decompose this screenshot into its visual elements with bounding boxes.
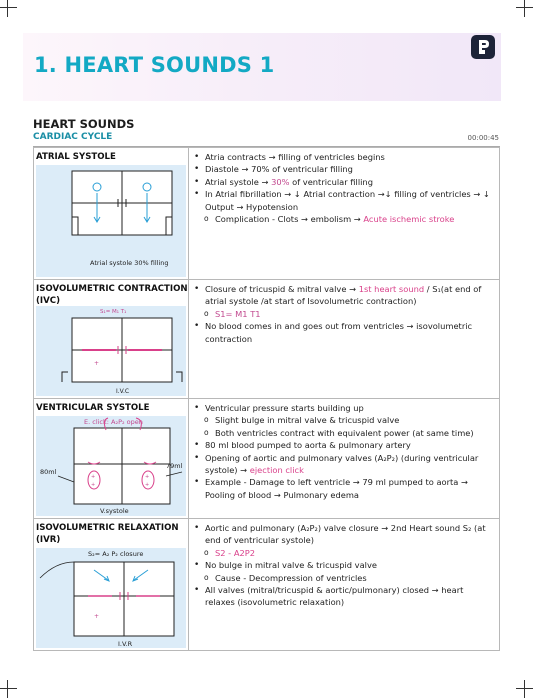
phase-cell: [34, 519, 189, 651]
point-text: / S₁(at end of atrial systole /at start of Isovolumetric contraction): [205, 284, 482, 307]
list-item: o Slight bulge in mitral valve & tricuspid valve: [193, 414, 495, 426]
list-item: • Example - Damage to left ventricle → 79 ml pumped to aorta → Pooling of blood → Pulmonary edema: [193, 476, 495, 501]
list-item: • No bulge in mitral valve & tricuspid valve: [193, 559, 495, 571]
notes-cell: [189, 148, 500, 280]
list-item: • Atria contracts → filling of ventricles begins: [193, 151, 495, 163]
crop-mark-bottom-right: [516, 680, 533, 698]
diagram-note: S₁= M₁ T₁: [100, 309, 127, 315]
highlight-text: ejection click: [249, 465, 304, 476]
phase-cell: [34, 280, 189, 399]
points-list: [193, 522, 495, 609]
svg-text:+: +: [91, 482, 96, 488]
section-subtitle: CARDIAC CYCLE: [33, 132, 113, 142]
phase-title: ATRIAL SYSTOLE: [36, 152, 116, 162]
list-item: • In Atrial fibrillation → ↓ Atrial contraction →↓ filling of ventricles → ↓ Output → Hypotension: [193, 188, 495, 213]
list-item: • Aortic and pulmonary (A₂P₂) valve closure → 2nd Heart sound S₂ (at end of ventricular systole): [193, 522, 495, 547]
phase-cell: [34, 399, 189, 519]
list-item: [193, 547, 495, 559]
list-item: [193, 213, 495, 225]
phase-cell: [34, 148, 189, 280]
diagram-note: E. click: A₂P₂ open: [84, 418, 143, 426]
list-item: [193, 176, 495, 188]
atrial-systole-diagram: [36, 165, 186, 277]
point-text: Closure of tricuspid & mitral valve →: [205, 284, 359, 294]
diagram-caption: I.V.C: [116, 388, 130, 395]
table-row: [34, 148, 500, 280]
notes-cell: [189, 280, 500, 399]
diagram-caption: Atrial systole 30% filling: [90, 259, 169, 267]
points-list: [193, 283, 495, 345]
point-text: Atrial systole →: [205, 176, 272, 187]
title-banner: [23, 33, 501, 101]
list-item: o Both ventricles contract with equivalent power (at same time): [193, 427, 495, 439]
crop-mark-top-right: [516, 0, 533, 17]
table-row: [34, 519, 500, 651]
list-item: [193, 283, 495, 308]
ivc-diagram: [36, 306, 186, 396]
page-title: 1. HEART SOUNDS 1: [34, 53, 275, 77]
list-item: o Cause - Decompression of ventricles: [193, 572, 495, 584]
highlight-text: Acute ischemic stroke: [363, 214, 455, 225]
phase-title: VENTRICULAR SYSTOLE: [36, 403, 150, 413]
list-item: • No blood comes in and goes out from ventricles → isovolumetric contraction: [193, 320, 495, 345]
ventricular-systole-diagram: [36, 416, 186, 516]
notes-cell: [189, 519, 500, 651]
list-item: • 80 ml blood pumped to aorta & pulmonary artery: [193, 439, 495, 451]
list-item: • Diastole → 70% of ventricular filling: [193, 163, 495, 175]
table-row: [34, 280, 500, 399]
section-title: HEART SOUNDS: [33, 117, 135, 131]
points-list: [193, 151, 495, 225]
svg-text:+: +: [94, 360, 100, 367]
highlight-text: 30%: [271, 176, 290, 187]
diagram-note: S₂= A₂ P₂ closure: [88, 550, 144, 558]
table-row: [34, 399, 500, 519]
svg-text:+: +: [91, 474, 96, 480]
svg-text:+: +: [145, 482, 150, 488]
list-item: [193, 452, 495, 477]
cardiac-cycle-table: [33, 147, 500, 651]
highlight-text: 1st heart sound: [358, 284, 425, 294]
ivr-diagram: [36, 548, 186, 648]
phase-title: ISOVOLUMETRIC CONTRACTION (IVC): [36, 284, 188, 306]
highlight-text: S1= M1 T1: [215, 308, 261, 319]
point-text: Complication - Clots → embolism →: [215, 214, 364, 225]
phase-title: ISOVOLUMETRIC RELAXATION (IVR): [36, 523, 179, 545]
list-item: [193, 308, 495, 320]
highlight-text: S2 - A2P2: [215, 547, 256, 558]
video-timestamp: 00:00:45: [467, 134, 499, 142]
svg-text:+: +: [94, 613, 100, 620]
point-text: Opening of aortic and pulmonary valves (A₂P₂) (during ventricular systole) →: [205, 452, 479, 476]
left-volume-label: 80ml: [40, 468, 57, 476]
crop-mark-top-left: [0, 0, 17, 17]
point-text: of ventricular filling: [289, 176, 373, 187]
brand-logo-icon: [471, 35, 495, 59]
notes-cell: [189, 399, 500, 519]
points-list: [193, 402, 495, 501]
diagram-caption: I.V.R: [118, 640, 133, 648]
list-item: • All valves (mitral/tricuspid & aortic/pulmonary) closed → heart relaxes (isovolumetric relaxation): [193, 584, 495, 609]
svg-text:+: +: [145, 474, 150, 480]
right-volume-label: 79ml: [166, 462, 183, 470]
diagram-caption: V.systole: [100, 507, 129, 515]
list-item: • Ventricular pressure starts building up: [193, 402, 495, 414]
crop-mark-bottom-left: [0, 680, 17, 698]
